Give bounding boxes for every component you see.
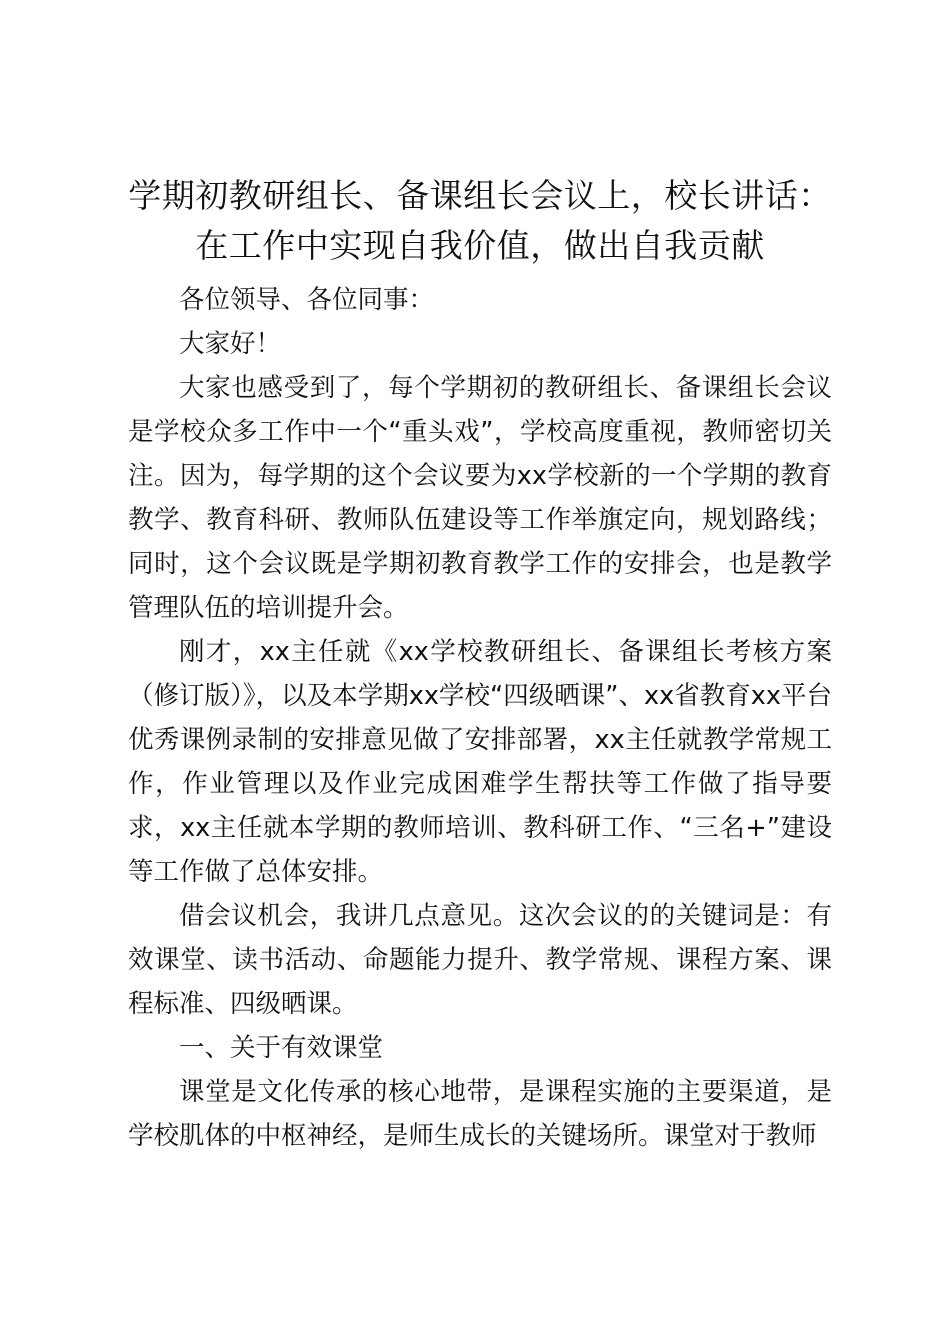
document-body — [128, 278, 832, 1158]
body-paragraph: 课堂是文化传承的核心地带，是课程实施的主要渠道，是学校肌体的中枢神经，是师生成长的关键场所。课堂对于教师 — [128, 1077, 832, 1151]
body-paragraph: 借会议机会，我讲几点意见。这次会议的的关键词是：有效课堂、读书活动、命题能力提升、教学常规、课程方案、课程标准、四级晒课。 — [128, 901, 832, 1019]
section-heading: 一、关于有效课堂 — [179, 1033, 384, 1063]
body-paragraph: 大家也感受到了，每个学期初的教研组长、备课组长会议是学校众多工作中一个“重头戏”，学校高度重视，教师密切关注。因为，每学期的这个会议要为xx学校新的一个学期的教育教学、教育科研、教师队伍建设等工作举旗定向，规划路线；同时，这个会议既是学期初教育教学工作的安排会，也是教学管理队伍的培训提升会。 — [128, 373, 832, 623]
document-title-line-2: 在工作中实现自我价值，做出自我贡献 — [195, 226, 765, 265]
document-title-line-1: 学期初教研组长、备课组长会议上，校长讲话： — [128, 176, 832, 215]
greeting: 大家好！ — [179, 329, 282, 359]
salutation: 各位领导、各位同事： — [179, 285, 435, 315]
body-paragraph: 刚才，xx主任就《xx学校教研组长、备课组长考核方案（修订版）》，以及本学期xx学校“四级晒课”、xx省教育xx平台优秀课例录制的安排意见做了安排部署，xx主任就教学常规工作，作业管理以及作业完成困难学生帮扶等工作做了指导要求，xx主任就本学期的教师培训、教科研工作、“三名+”建设等工作做了总体安排。 — [128, 637, 832, 887]
